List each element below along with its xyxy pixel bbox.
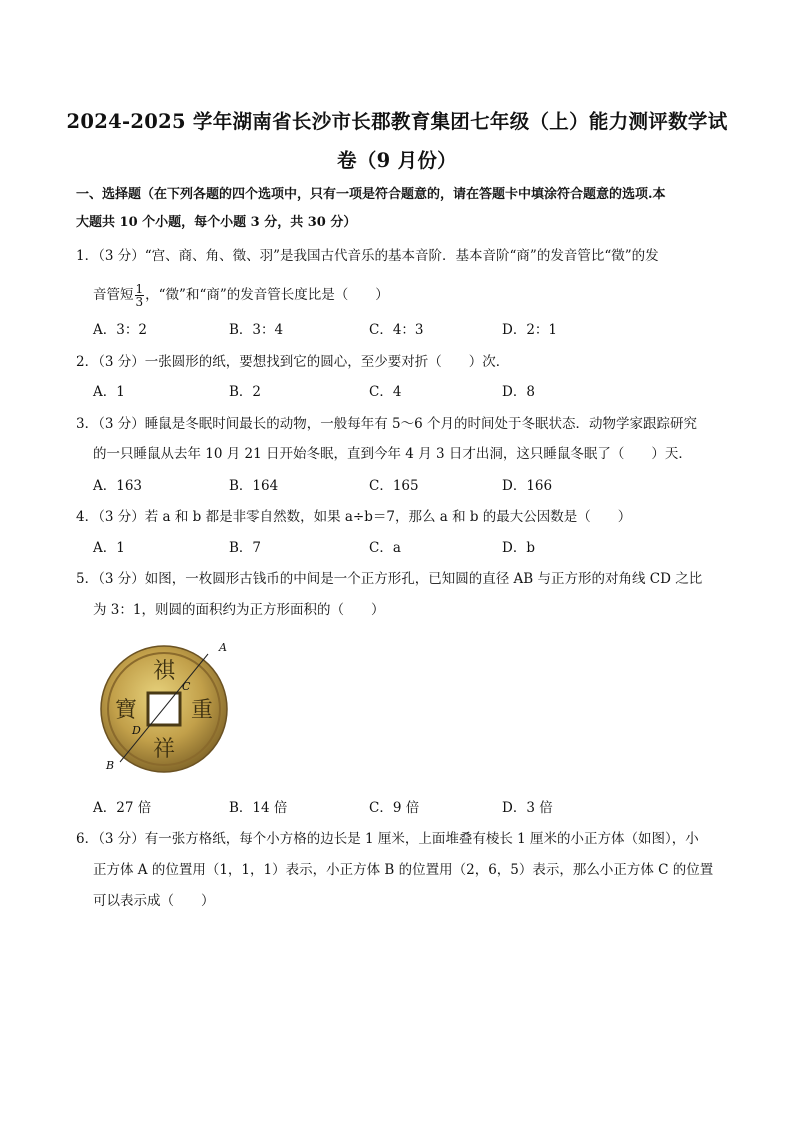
square-hole [148, 693, 180, 725]
fraction-numerator: 1 [135, 282, 144, 296]
q1-line2-pre: 音管短 [93, 287, 134, 303]
q3-line1: 3．（3 分）睡鼠是冬眠时间最长的动物，一般每年有 5～6 个月的时间处于冬眠状态．动物学家跟踪研究 [76, 416, 697, 432]
section-heading-line1: 一、选择题（在下列各题的四个选项中，只有一项是符合题意的，请在答题卡中填涂符合题意的选项.本 [76, 187, 666, 202]
q5-line1: 5．（3 分）如图，一枚圆形古钱币的中间是一个正方形孔，已知圆的直径 AB 与正方形的对角线 CD 之比 [76, 571, 703, 587]
q4-option-c[interactable]: C．a [369, 540, 401, 556]
q5-option-c[interactable]: C．9 倍 [369, 800, 420, 816]
label-b: B [106, 759, 115, 772]
q1-option-c[interactable]: C．4：3 [369, 322, 424, 338]
q5-line2: 为 3：1，则圆的面积约为正方形面积的（ ） [93, 602, 385, 618]
q2-option-d[interactable]: D．8 [502, 384, 535, 400]
fraction-one-third [135, 283, 145, 308]
q6-line3: 可以表示成（ ） [93, 893, 215, 909]
coin-char-bottom: 祥 [152, 737, 176, 762]
q4-option-d[interactable]: D．b [502, 540, 535, 556]
exam-title-line2: 卷（9 月份） [337, 149, 457, 172]
q1-option-d[interactable]: D．2：1 [502, 322, 558, 338]
q5-option-d[interactable]: D．3 倍 [502, 800, 553, 816]
q4-option-b[interactable]: B．7 [229, 540, 262, 556]
section-heading-line2: 大题共 10 个小题，每个小题 3 分，共 30 分） [76, 215, 357, 230]
q1-line2 [93, 283, 389, 308]
coin-figure [92, 636, 242, 778]
label-c: C [182, 680, 191, 693]
q6-line2: 正方体 A 的位置用（1，1，1）表示，小正方体 B 的位置用（2，6，5）表示，那么小正方体 C 的位置 [93, 862, 714, 878]
q2-line1: 2．（3 分）一张圆形的纸，要想找到它的圆心，至少要对折（ ）次． [76, 354, 510, 370]
q3-option-a[interactable]: A．163 [93, 478, 143, 494]
q1-option-a[interactable]: A．3：2 [93, 322, 147, 338]
label-d: D [132, 724, 141, 737]
q3-option-b[interactable]: B．164 [229, 478, 279, 494]
q2-option-c[interactable]: C．4 [369, 384, 402, 400]
coin-char-top: 祺 [152, 659, 176, 684]
q5-option-a[interactable]: A．27 倍 [93, 800, 152, 816]
q2-option-a[interactable]: A．1 [93, 384, 125, 400]
fraction-denominator: 3 [135, 295, 144, 309]
q6-line1: 6．（3 分）有一张方格纸，每个小方格的边长是 1 厘米，上面堆叠有棱长 1 厘米的小正方体（如图），小 [76, 831, 699, 847]
q1-line1: 1．（3 分）“宫、商、角、徵、羽”是我国古代音乐的基本音阶．基本音阶“商”的发音管比“徵”的发 [76, 248, 659, 264]
q2-option-b[interactable]: B．2 [229, 384, 262, 400]
label-a: A [219, 641, 227, 654]
q5-option-b[interactable]: B．14 倍 [229, 800, 288, 816]
coin-char-right: 重 [190, 698, 214, 723]
coin-char-left: 寶 [114, 698, 138, 723]
q1-option-b[interactable]: B．3：4 [229, 322, 284, 338]
q4-option-a[interactable]: A．1 [93, 540, 125, 556]
exam-title-line1: 2024-2025 学年湖南省长沙市长郡教育集团七年级（上）能力测评数学试 [66, 110, 728, 133]
q3-line2: 的一只睡鼠从去年 10 月 21 日开始冬眠，直到今年 4 月 3 日才出洞，这只睡鼠冬眠了（ ）天． [93, 446, 692, 462]
q3-option-c[interactable]: C．165 [369, 478, 419, 494]
q1-line2-post: ，“徵”和“商”的发音管长度比是（ ） [145, 287, 389, 303]
q4-line1: 4．（3 分）若 a 和 b 都是非零自然数，如果 a÷b＝7，那么 a 和 b 的最大公因数是（ ） [76, 509, 632, 525]
q3-option-d[interactable]: D．166 [502, 478, 553, 494]
